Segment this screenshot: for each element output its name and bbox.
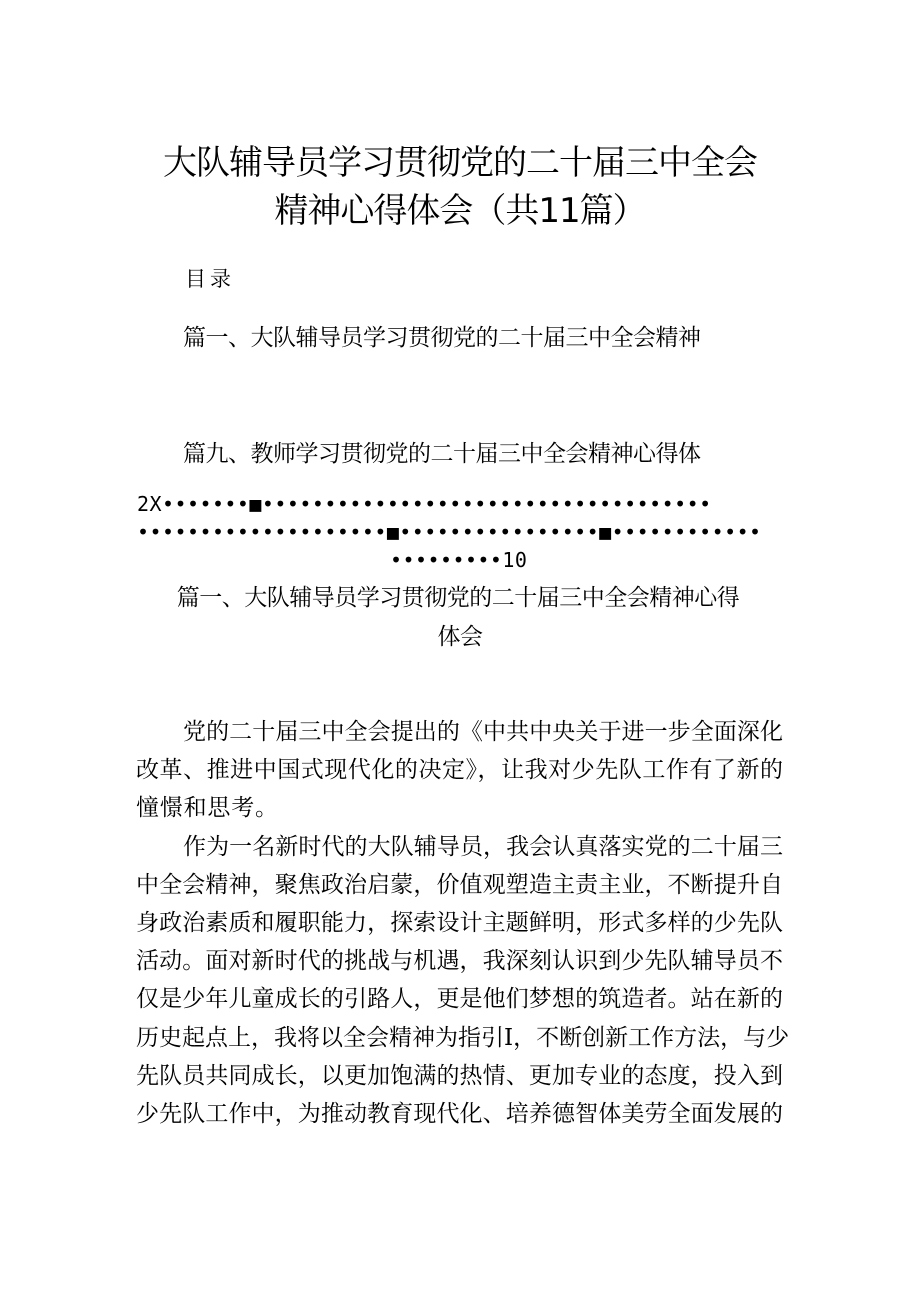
toc-leader-row-2: ••••••••••••••••••••■••••••••••••••••■•••••••••••• — [137, 520, 762, 544]
body-line: 中全会精神，聚焦政治启蒙，价值观塑造主责主业，不断提升自 — [136, 871, 783, 898]
toc-leader-row-3: •••••••••10 — [390, 548, 528, 572]
body-line: 仅是少年儿童成长的引路人，更是他们梦想的筑造者。站在新的 — [136, 986, 783, 1013]
document-title-line1: 大队辅导员学习贯彻党的二十届三中全会 — [163, 143, 757, 183]
body-line: 少先队工作中，为推动教育现代化、培养德智体美劳全面发展的 — [136, 1101, 783, 1127]
body-line: 改革、推进中国式现代化的决定》，让我对少先队工作有了新的 — [136, 757, 783, 784]
toc-label: 目录 — [185, 267, 235, 291]
section-heading-line2: 体会 — [437, 624, 483, 650]
toc-entry-1[interactable]: 篇一、大队辅导员学习贯彻党的二十届三中全会精神 — [183, 325, 701, 351]
body-line: 活动。面对新时代的挑战与机遇，我深刻认识到少先队辅导员不 — [136, 948, 783, 975]
body-line: 党的二十届三中全会提出的《中共中央关于进一步全面深化 — [183, 719, 783, 745]
toc-leader-row-1: 2X•••••••■•••••••••••••••••••••••••••••••••••• — [137, 492, 712, 516]
body-line: 作为一名新时代的大队辅导员，我会认真落实党的二十届三 — [183, 833, 783, 860]
section-heading-line1: 篇一、大队辅导员学习贯彻党的二十届三中全会精神心得 — [176, 585, 740, 611]
body-line: 身政治素质和履职能力，探索设计主题鲜明，形式多样的少先队 — [136, 910, 783, 936]
document-title-line2: 精神心得体会（共11篇） — [274, 191, 646, 231]
toc-entry-9[interactable]: 篇九、教师学习贯彻党的二十届三中全会精神心得体 — [183, 441, 701, 467]
body-line: 憧憬和思考。 — [136, 795, 279, 822]
body-line: 历史起点上，我将以全会精神为指引I，不断创新工作方法，与少 — [136, 1024, 790, 1051]
body-line: 先队员共同成长，以更加饱满的热情、更加专业的态度，投入到 — [136, 1062, 783, 1089]
